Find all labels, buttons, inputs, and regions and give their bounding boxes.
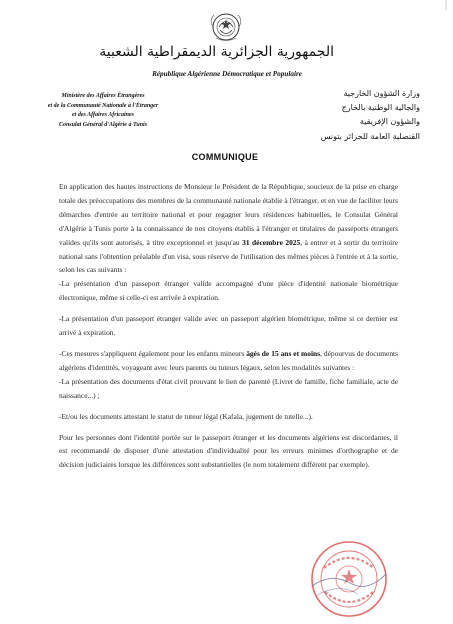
ministry-header-ar <box>300 87 420 144</box>
paragraph-text: En application des hautes instructions de Monsieur le Président de la République, soucieux de la prise en charge totale des préoccupations des membres de la communauté nationale établie à l'étranger, et en vue de faciliter leurs démarches d'entrée au territoire national et pour regagner leurs résidences habituelles, le Consulat Général d'Algérie à Tunis porte à la connaissance de nos citoyens établis à l'étranger et titulaires de passeports étrangers valides qu'ils sont autorisés, à titre exceptionnel et jusqu'au <box>59 182 398 247</box>
paragraph-text: Pour les personnes dont l'identité portée sur le passeport étranger et les documents algériens est discordantes, il est recommandé de disposer d'une attestation d'individualité pour les erreurs minimes d'orthographe et de décision judiciaires lorsque les différences sont substantielles (le nom totalement différent par exemple). <box>59 432 398 470</box>
consulate-line-ar: القنصلية العامة للجزائر بتونس <box>320 131 420 141</box>
body-paragraph <box>59 312 398 340</box>
paragraph-text: -La présentation des documents d'état civil prouvant le lien de parenté (Livret de famille, fiche familiale, acte de naissance...) ; <box>59 376 398 400</box>
paragraph-text: -Ces mesures s'appliquent également pour les enfants mineurs <box>59 348 247 358</box>
ministry-line: et des Affaires Africaines <box>72 112 134 119</box>
body-paragraph <box>59 347 398 375</box>
communique-body <box>59 180 398 472</box>
scan-mark <box>445 0 447 10</box>
paragraph-text: -Et/ou les documents attestant le statut de tuteur légal (Kafala, jugement de tutelle...). <box>59 411 313 421</box>
paragraph-text: -La présentation d'un passeport étranger valide avec un passeport algérien biométrique, même si ce dernier est arrivé à expiration. <box>59 314 398 338</box>
paragraph-gap <box>59 403 398 410</box>
body-paragraph <box>59 410 398 424</box>
emphasis-text: âgés de 15 ans et moins <box>246 348 321 358</box>
ministry-line-ar: وزارة الشؤون الخارجية <box>343 89 420 98</box>
arabic-republic-title: الجمهورية الجزائرية الديمقراطية الشعبية <box>99 44 334 60</box>
ministry-header-fr <box>24 92 182 130</box>
french-republic-title: République Algérienne Démocratique et Populaire <box>152 70 302 78</box>
body-paragraph <box>59 180 398 277</box>
body-paragraph <box>59 277 398 305</box>
paragraph-gap <box>59 424 398 431</box>
document-title: COMMUNIQUE <box>191 152 259 162</box>
ministry-line: et de la Communauté Nationale à l'Étranger <box>47 102 159 109</box>
ministry-line-ar: والجالية الوطنية بالخارج <box>341 103 420 113</box>
ministry-line-ar: والشؤون الإفريقية <box>359 117 420 127</box>
paragraph-text: -La présentation d'un passeport étranger valide accompagné d'une pièce d'identité nationale biométrique électronique, même si celle-ci est arrivée à expiration. <box>59 279 398 303</box>
national-emblem-icon <box>206 10 246 44</box>
consulate-stamp-icon <box>308 538 390 620</box>
body-paragraph <box>59 431 398 473</box>
paragraph-gap <box>59 340 398 347</box>
ministry-line: Ministère des Affaires Étrangères <box>61 93 145 99</box>
paragraph-text: , à entrer et à sortir du territoire national sans l'obtention préalable d'un visa, sous réserve de l'utilisation des mêmes pièces à l'entrée et à la sortie, selon les cas suivants : <box>59 237 399 275</box>
emphasis-text: 31 décembre 2025 <box>242 237 301 247</box>
consulate-line: Consulat Général d'Algérie à Tunis <box>58 121 148 128</box>
paragraph-gap <box>59 305 398 312</box>
body-paragraph <box>59 375 398 403</box>
paragraph-text: , dépourvus de documents algériens d'identités, voyageant avec leurs parents ou tuteurs légaux, selon les modalités suivantes : <box>59 348 399 372</box>
